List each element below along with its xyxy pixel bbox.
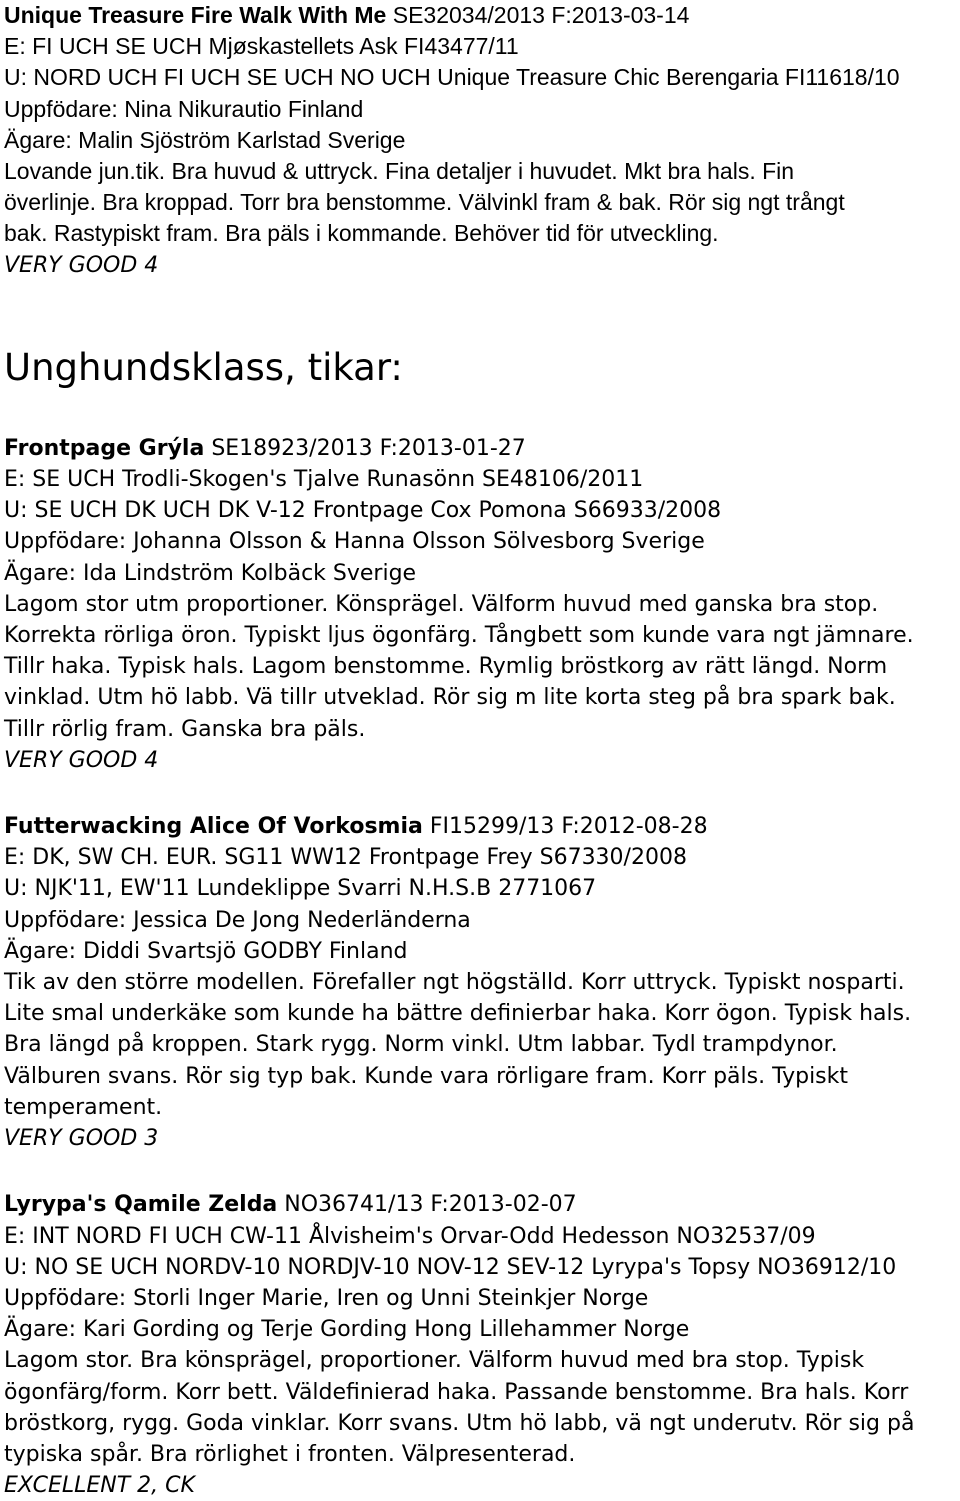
critique-line: Lite smal underkäke som kunde ha bättre definierbar haka. Korr ögon. Typisk hals.	[4, 1001, 912, 1027]
grade-result: VERY GOOD 4	[4, 252, 159, 278]
critique-line: överlinje. Bra kroppad. Torr bra benstomme. Välvinkl fram & bak. Rör sig ngt trångt	[4, 189, 845, 216]
dog-entry-unique-treasure	[4, 0, 956, 281]
entry-title-line	[4, 811, 956, 842]
entry-title-line	[4, 1189, 956, 1220]
owner-line: Ägare: Malin Sjöström Karlstad Sverige	[4, 126, 406, 153]
grade-result: EXCELLENT 2, CK	[4, 1473, 195, 1499]
critique-line: Lagom stor. Bra könsprägel, proportioner. Välform huvud med bra stop. Typisk	[4, 1348, 865, 1374]
critique-line: Välburen svans. Rör sig typ bak. Kunde vara rörligare fram. Korr päls. Typiskt	[4, 1063, 849, 1089]
entry-title-line	[4, 433, 956, 464]
registration-number: NO36741/13 F:2013-02-07	[277, 1192, 577, 1218]
mother-line: U: NO SE UCH NORDV-10 NORDJV-10 NOV-12 SEV-12 Lyrypa's Topsy NO36912/10	[4, 1254, 897, 1280]
critique-line: bak. Rastypiskt fram. Bra päls i kommande. Behöver tid för utveckling.	[4, 220, 719, 247]
dog-entry-futterwacking-alice	[4, 776, 956, 1154]
father-line: E: SE UCH Trodli-Skogen's Tjalve Runasönn SE48106/2011	[4, 467, 644, 493]
critique-line: Lovande jun.tik. Bra huvud & uttryck. Fina detaljer i huvudet. Mkt bra hals. Fin	[4, 158, 795, 185]
dog-name: Lyrypa's Qamile Zelda	[4, 1192, 278, 1218]
dog-name: Frontpage Grýla	[4, 435, 205, 461]
registration-number: SE18923/2013 F:2013-01-27	[204, 435, 526, 461]
mother-line: U: NORD UCH FI UCH SE UCH NO UCH Unique Treasure Chic Berengaria FI11618/10	[4, 64, 900, 91]
breeder-line: Uppfödare: Nina Nikurautio Finland	[4, 95, 364, 122]
owner-line: Ägare: Ida Lindström Kolbäck Sverige	[4, 560, 417, 586]
dog-name: Unique Treasure Fire Walk With Me	[4, 2, 387, 28]
owner-line: Ägare: Kari Gording og Terje Gording Hong Lillehammer Norge	[4, 1317, 690, 1343]
registration-number: SE32034/2013 F:2013-03-14	[386, 2, 690, 28]
critique-line: Bra längd på kroppen. Stark rygg. Norm vinkl. Utm labbar. Tydl trampdynor.	[4, 1032, 838, 1058]
critique-line: typiska spår. Bra rörlighet i fronten. Välpresenterad.	[4, 1441, 576, 1467]
father-line: E: DK, SW CH. EUR. SG11 WW12 Frontpage Frey S67330/2008	[4, 845, 687, 871]
breeder-line: Uppfödare: Storli Inger Marie, Iren og Unni Steinkjer Norge	[4, 1285, 649, 1311]
document-page	[4, 0, 956, 1501]
critique-line: bröstkorg, rygg. Goda vinklar. Korr svans. Utm hö labb, vä ngt underutv. Rör sig på	[4, 1410, 915, 1436]
critique-line: Tillr haka. Typisk hals. Lagom benstomme. Rymlig bröstkorg av rätt längd. Norm	[4, 654, 888, 680]
dog-name: Futterwacking Alice Of Vorkosmia	[4, 814, 423, 840]
dog-entry-frontpage-gryla	[4, 390, 956, 776]
mother-line: U: NJK'11, EW'11 Lundeklippe Svarri N.H.S.B 2771067	[4, 876, 597, 902]
entry-title-line	[4, 0, 956, 31]
mother-line: U: SE UCH DK UCH DK V-12 Frontpage Cox Pomona S66933/2008	[4, 498, 722, 524]
breeder-line: Uppfödare: Johanna Olsson & Hanna Olsson Sölvesborg Sverige	[4, 529, 705, 555]
grade-result: VERY GOOD 3	[4, 1126, 159, 1152]
owner-line: Ägare: Diddi Svartsjö GODBY Finland	[4, 938, 408, 964]
critique-line: vinklad. Utm hö labb. Vä tillr utveklad. Rör sig m lite korta steg på bra spark bak.	[4, 685, 896, 711]
critique-line: Lagom stor utm proportioner. Könsprägel. Välform huvud med ganska bra stop.	[4, 591, 879, 617]
class-heading: Unghundsklass, tikar:	[4, 345, 403, 389]
critique-line: Korrekta rörliga öron. Typiskt ljus ögonfärg. Tångbett som kunde vara ngt jämnare.	[4, 623, 914, 649]
critique-line: Tillr rörlig fram. Ganska bra päls.	[4, 716, 366, 742]
critique-line: temperament.	[4, 1094, 163, 1120]
dog-entry-lyrypas-qamile-zelda	[4, 1154, 956, 1501]
grade-result: VERY GOOD 4	[4, 747, 159, 773]
father-line: E: INT NORD FI UCH CW-11 Ålvisheim's Orvar-Odd Hedesson NO32537/09	[4, 1223, 816, 1249]
father-line: E: FI UCH SE UCH Mjøskastellets Ask FI43477/11	[4, 33, 519, 60]
breeder-line: Uppfödare: Jessica De Jong Nederländerna	[4, 907, 471, 933]
registration-number: FI15299/13 F:2012-08-28	[422, 814, 708, 840]
critique-line: Tik av den större modellen. Förefaller ngt högställd. Korr uttryck. Typiskt nosparti.	[4, 970, 905, 996]
critique-line: ögonfärg/form. Korr bett. Väldefinierad haka. Passande benstomme. Bra hals. Korr	[4, 1379, 909, 1405]
